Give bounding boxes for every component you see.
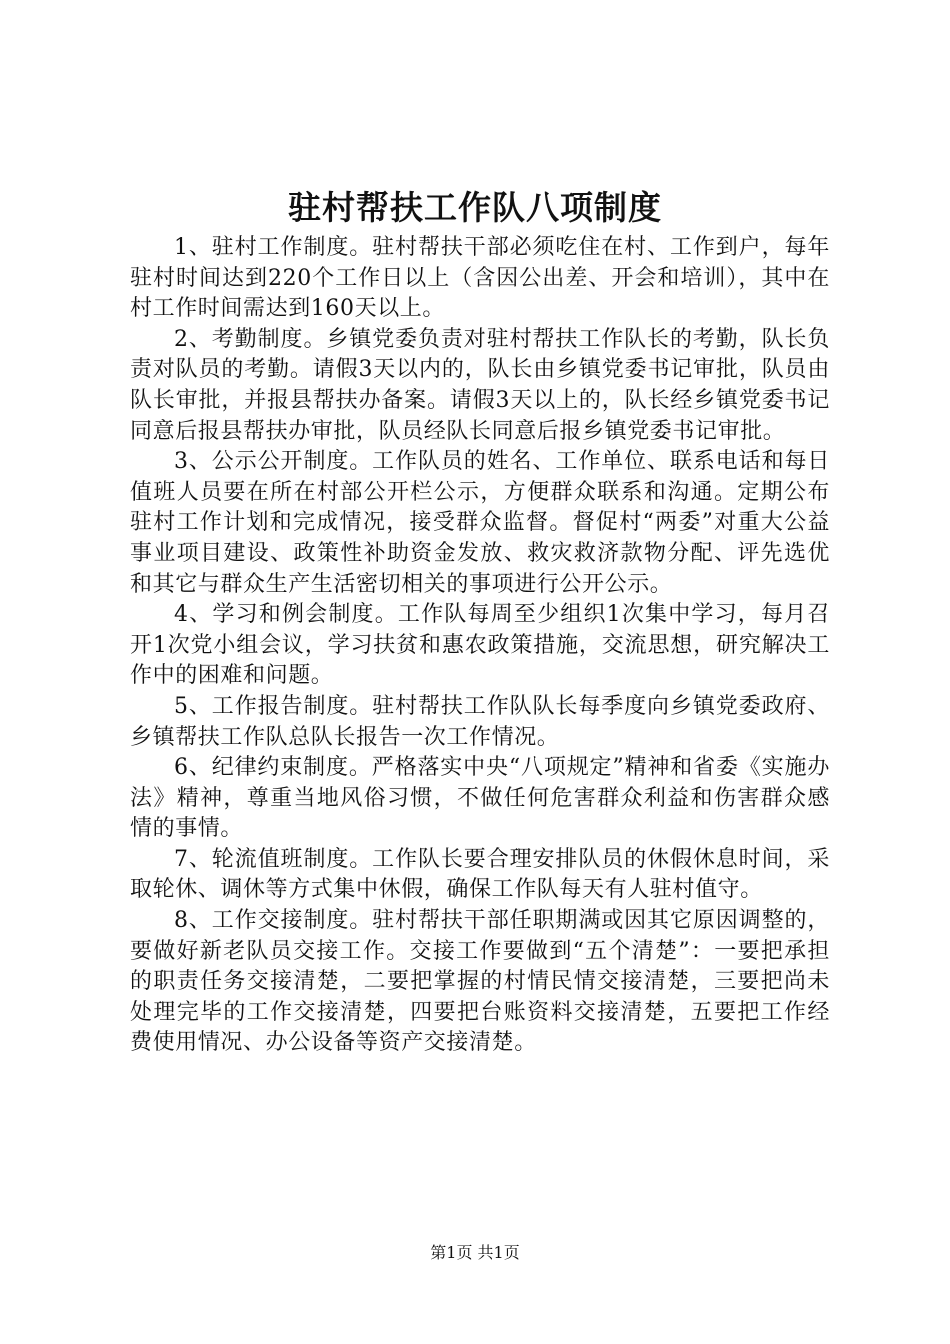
paragraph-8: 8、工作交接制度。驻村帮扶干部任职期满或因其它原因调整的，要做好新老队员交接工作。交接工作要做到“五个清楚”：一要把承担的职责任务交接清楚，二要把掌握的村情民情交接清楚，三要把尚未处理完毕的工作交接清楚，四要把台账资料交接清楚，五要把工作经费使用情况、办公设备等资产交接清楚。: [130, 908, 830, 1056]
paragraph-3: 3、公示公开制度。工作队员的姓名、工作单位、联系电话和每日值班人员要在所在村部公开栏公示，方便群众联系和沟通。定期公布驻村工作计划和完成情况，接受群众监督。督促村“两委”对重大公益事业项目建设、政策性补助资金发放、救灾救济款物分配、评先选优和其它与群众生产生活密切相关的事项进行公开公示。: [130, 449, 830, 597]
paragraph-4: 4、学习和例会制度。工作队每周至少组织1次集中学习，每月召开1次党小组会议，学习扶贫和惠农政策措施，交流思想，研究解决工作中的困难和问题。: [130, 602, 830, 689]
paragraph-5: 5、工作报告制度。驻村帮扶工作队队长每季度向乡镇党委政府、乡镇帮扶工作队总队长报告一次工作情况。: [130, 693, 830, 750]
document-body: [130, 233, 830, 1059]
document-title: 驻村帮扶工作队八项制度: [288, 188, 662, 227]
page-footer: 第1页 共1页: [430, 1243, 520, 1262]
paragraph-1: 1、驻村工作制度。驻村帮扶干部必须吃住在村、工作到户，每年驻村时间达到220个工作日以上（含因公出差、开会和培训），其中在村工作时间需达到160天以上。: [130, 235, 830, 322]
paragraph-6: 6、纪律约束制度。严格落实中央“八项规定”精神和省委《实施办法》精神，尊重当地风俗习惯，不做任何危害群众利益和伤害群众感情的事情。: [130, 755, 830, 842]
paragraph-7: 7、轮流值班制度。工作队长要合理安排队员的休假休息时间，采取轮休、调休等方式集中休假，确保工作队每天有人驻村值守。: [130, 846, 830, 903]
paragraph-2: 2、考勤制度。乡镇党委负责对驻村帮扶工作队长的考勤，队长负责对队员的考勤。请假3天以内的，队长由乡镇党委书记审批，队员由队长审批，并报县帮扶办备案。请假3天以上的，队长经乡镇党委书记同意后报县帮扶办审批，队员经队长同意后报乡镇党委书记审批。: [130, 326, 830, 444]
